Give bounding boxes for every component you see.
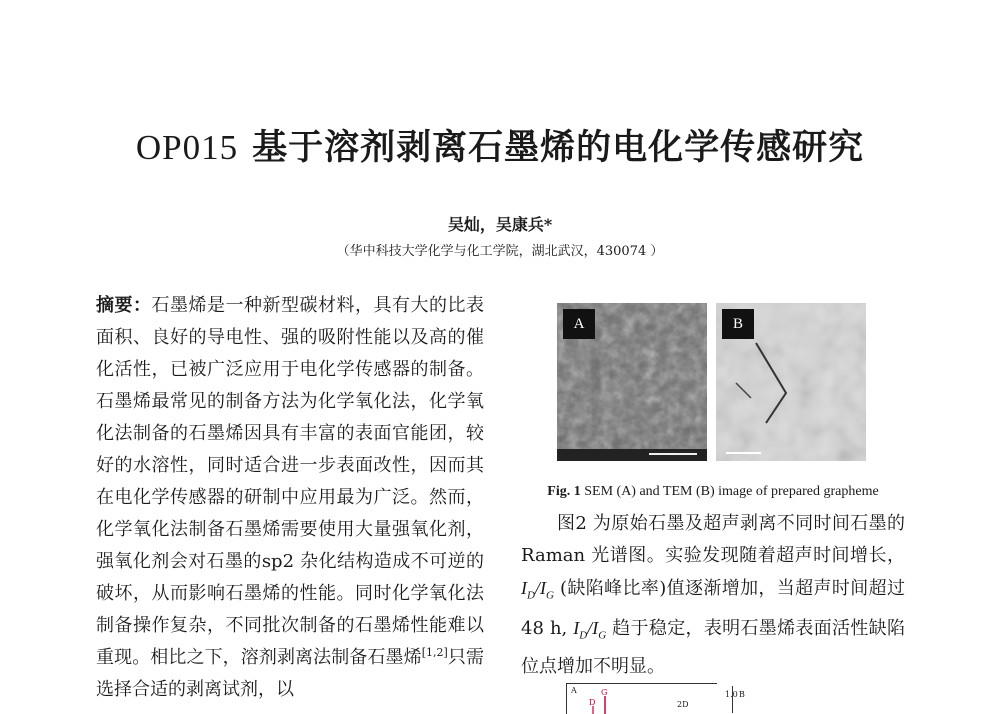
fig2-tick: 1.0 <box>725 690 738 699</box>
panel-b-label: B <box>722 309 754 339</box>
raman-paragraph <box>521 508 905 683</box>
citation-ref: [1,2] <box>421 646 448 659</box>
sem-image-a <box>557 303 707 461</box>
paper-title <box>0 120 1000 170</box>
raman-text-3: 趋于稳定，表明石墨烯表面活性缺陷位点增加不明显。 <box>521 617 905 678</box>
fig2-label-d: D <box>589 698 596 707</box>
id-ig-ratio-1: $I_D/I_G$ <box>521 578 554 602</box>
paper-code: OP015 <box>135 128 239 167</box>
figure1-caption-text: SEM (A) and TEM (B) image of prepared grapheme <box>580 484 879 499</box>
fig2-label-b: B <box>739 690 745 699</box>
abstract-paragraph <box>96 290 484 706</box>
abstract-label: 摘要： <box>96 295 152 316</box>
figure1-caption-label: Fig. 1 <box>547 484 581 499</box>
fig2-label-2d: 2D <box>677 700 689 709</box>
paper-title-text: 基于溶剂剥离石墨烯的电化学传感研究 <box>252 127 865 168</box>
fig2-label-g: G <box>601 688 608 697</box>
id-ig-ratio-2: $I_D/I_G$ <box>573 617 607 642</box>
figure2-panel-a <box>566 683 717 714</box>
fig2-label-a: A <box>571 686 577 695</box>
fig2-spectrum-peaks <box>567 684 717 714</box>
panel-a-label: A <box>563 309 595 339</box>
tem-image-b <box>716 303 866 461</box>
raman-text-2: (缺陷峰比率)值逐渐增加，当超声时间超过48 h, <box>521 578 905 639</box>
abstract-text-2: 只需选择合适的剥离试剂，以 <box>96 647 485 700</box>
authors: 吴灿，吴康兵* <box>447 215 553 234</box>
affiliation: （华中科技大学化学与化工学院，湖北武汉，430074 ） <box>336 244 664 259</box>
abstract-text-1: 石墨烯是一种新型碳材料，具有大的比表面积、良好的导电性、强的吸附性能以及高的催化活性，已被广泛应用于电化学传感器的制备。石墨烯最常见的制备方法为化学氧化法，化学氧化法制备的石墨烯因具有丰富的表面官能团，较好的水溶性，同时适合进一步表面改性，因而其在电化学传感器的研制中应用最为广泛。然而，化学氧化法制备石墨烯需要使用大量强氧化剂，强氧化剂会对石墨的sp2 杂化结构造成不可逆的破坏，从而影响石墨烯的性能。同时化学氧化法制备操作复杂，不同批次制备的石墨烯性能难以重现。相比之下，溶剂剥离法制备石墨烯 <box>96 295 484 668</box>
figure1-caption <box>521 484 905 500</box>
raman-text-1: 图2 为原始石墨及超声剥离不同时间石墨的Raman 光谱图。实验发现随着超声时间增长， <box>521 513 905 566</box>
figure2-panel-b <box>725 686 903 713</box>
